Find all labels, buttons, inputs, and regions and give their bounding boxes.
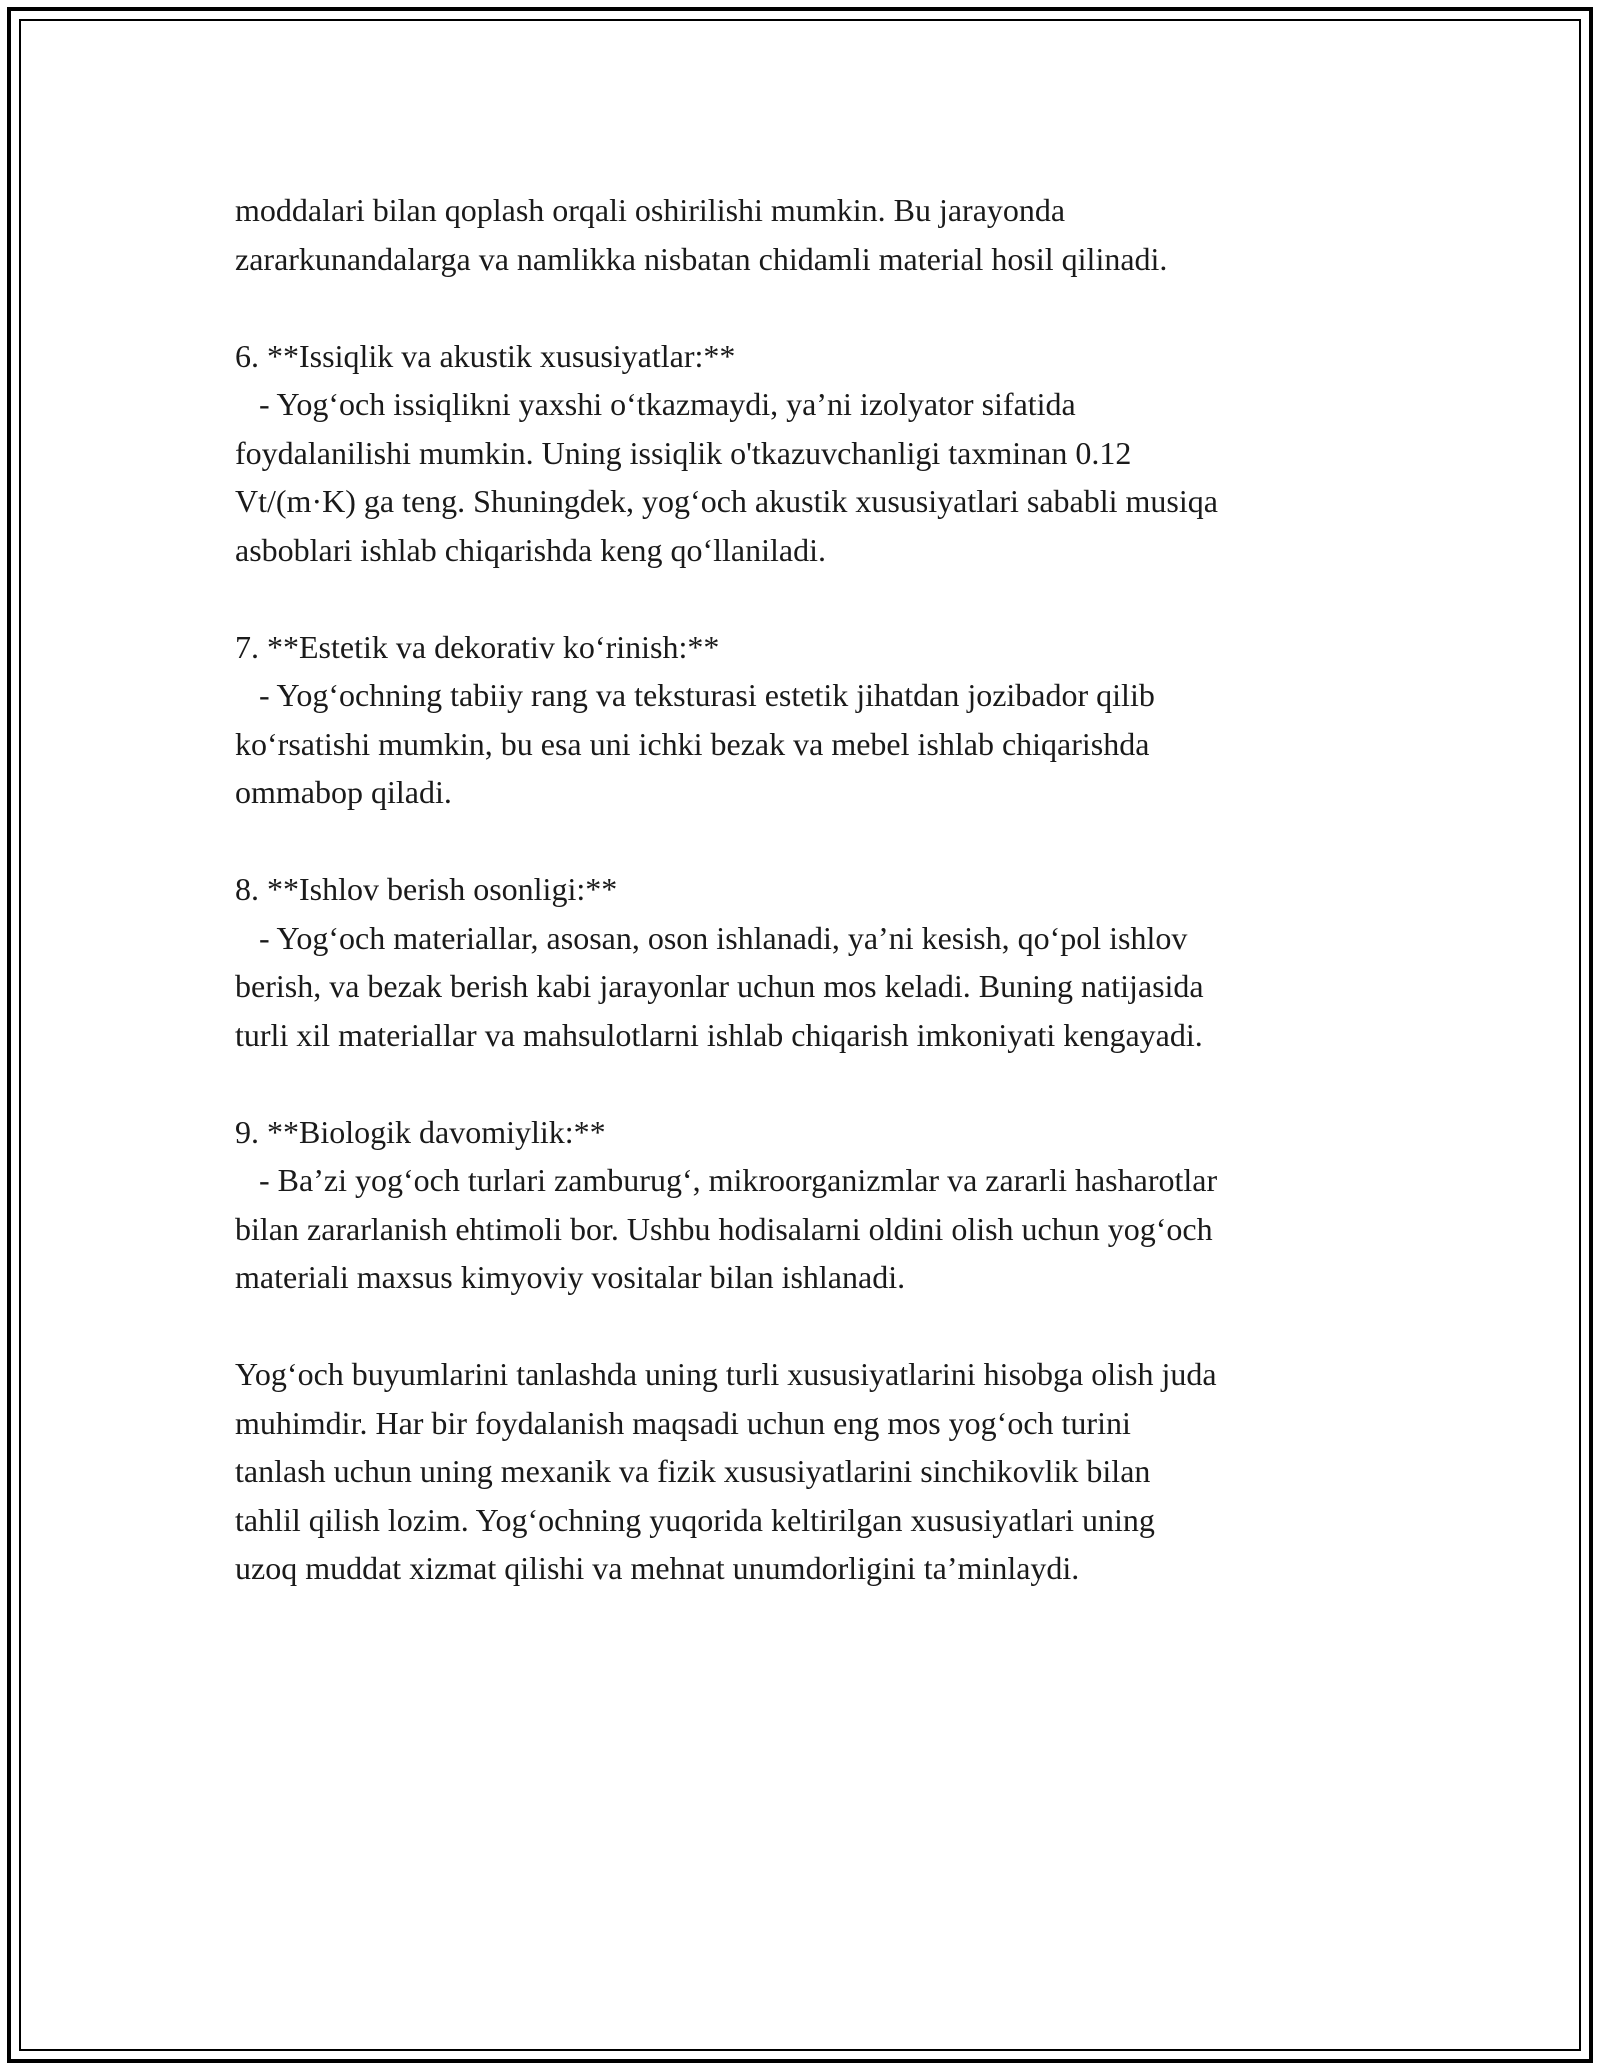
section-8 (235, 865, 1395, 1059)
text-line: berish, va bezak berish kabi jarayonlar uchun mos keladi. Buning natijasida (235, 968, 1204, 1004)
text-line: ommabop qiladi. (235, 774, 452, 810)
text-line: Yog‘och buyumlarini tanlashda uning turli xususiyatlarini hisobga olish juda (235, 1356, 1217, 1392)
paragraph-gap (235, 817, 1395, 866)
section-9 (235, 1108, 1395, 1302)
text-line: - Yog‘och materiallar, asosan, oson ishlanadi, ya’ni kesish, qo‘pol ishlov (235, 919, 1188, 956)
text-line: bilan zararlanish ehtimoli bor. Ushbu hodisalarni oldini olish uchun yog‘och (235, 1210, 1213, 1247)
text-line: uzoq muddat xizmat qilishi va mehnat unumdorligini ta’minlaydi. (235, 1550, 1080, 1586)
text-line: asboblari ishlab chiqarishda keng qo‘llaniladi. (235, 531, 826, 568)
text-line: Vt/(m·K) ga teng. Shuningdek, yog‘och akustik xususiyatlari sababli musiqa (235, 483, 1218, 519)
intro-paragraph (235, 186, 1395, 283)
text-line: muhimdir. Har bir foydalanish maqsadi uchun eng mos yog‘och turini (235, 1404, 1131, 1441)
text-line: tahlil qilish lozim. Yog‘ochning yuqorida keltirilgan xususiyatlari uning (235, 1501, 1155, 1538)
text-line: tanlash uchun uning mexanik va fizik xususiyatlarini sinchikovlik bilan (235, 1453, 1151, 1489)
text-line: - Ba’zi yog‘och turlari zamburug‘, mikroorganizmlar va zararli hasharotlar (235, 1162, 1218, 1198)
text-line: materiali maxsus kimyoviy vositalar bilan ishlanadi. (235, 1259, 906, 1295)
paragraph-gap (235, 1302, 1395, 1351)
text-line: - Yog‘och issiqlikni yaxshi o‘tkazmaydi, ya’ni izolyator sifatida (235, 386, 1076, 422)
text-line: zararkunandalarga va namlikka nisbatan chidamli material hosil qilinadi. (235, 240, 1168, 277)
section-heading: 8. **Ishlov berish osonligi:** (235, 871, 618, 907)
section-heading: 6. **Issiqlik va akustik xususiyatlar:** (235, 337, 736, 374)
paragraph-gap (235, 574, 1395, 623)
conclusion-paragraph (235, 1350, 1395, 1593)
section-heading: 9. **Biologik davomiylik:** (235, 1113, 606, 1150)
text-line: foydalanilishi mumkin. Uning issiqlik o'tkazuvchanligi taxminan 0.12 (235, 434, 1132, 471)
section-heading: 7. **Estetik va dekorativ ko‘rinish:** (235, 628, 720, 665)
text-line: moddalari bilan qoplash orqali oshirilishi mumkin. Bu jarayonda (235, 192, 1066, 228)
section-7 (235, 623, 1395, 817)
section-6 (235, 332, 1395, 575)
text-line: ko‘rsatishi mumkin, bu esa uni ichki bezak va mebel ishlab chiqarishda (235, 725, 1150, 762)
paragraph-gap (235, 283, 1395, 332)
paragraph-gap (235, 1059, 1395, 1108)
document-body (235, 186, 1395, 1593)
text-line: turli xil materiallar va mahsulotlarni ishlab chiqarish imkoniyati kengayadi. (235, 1016, 1203, 1053)
text-line: - Yog‘ochning tabiiy rang va teksturasi estetik jihatdan jozibador qilib (235, 677, 1155, 713)
